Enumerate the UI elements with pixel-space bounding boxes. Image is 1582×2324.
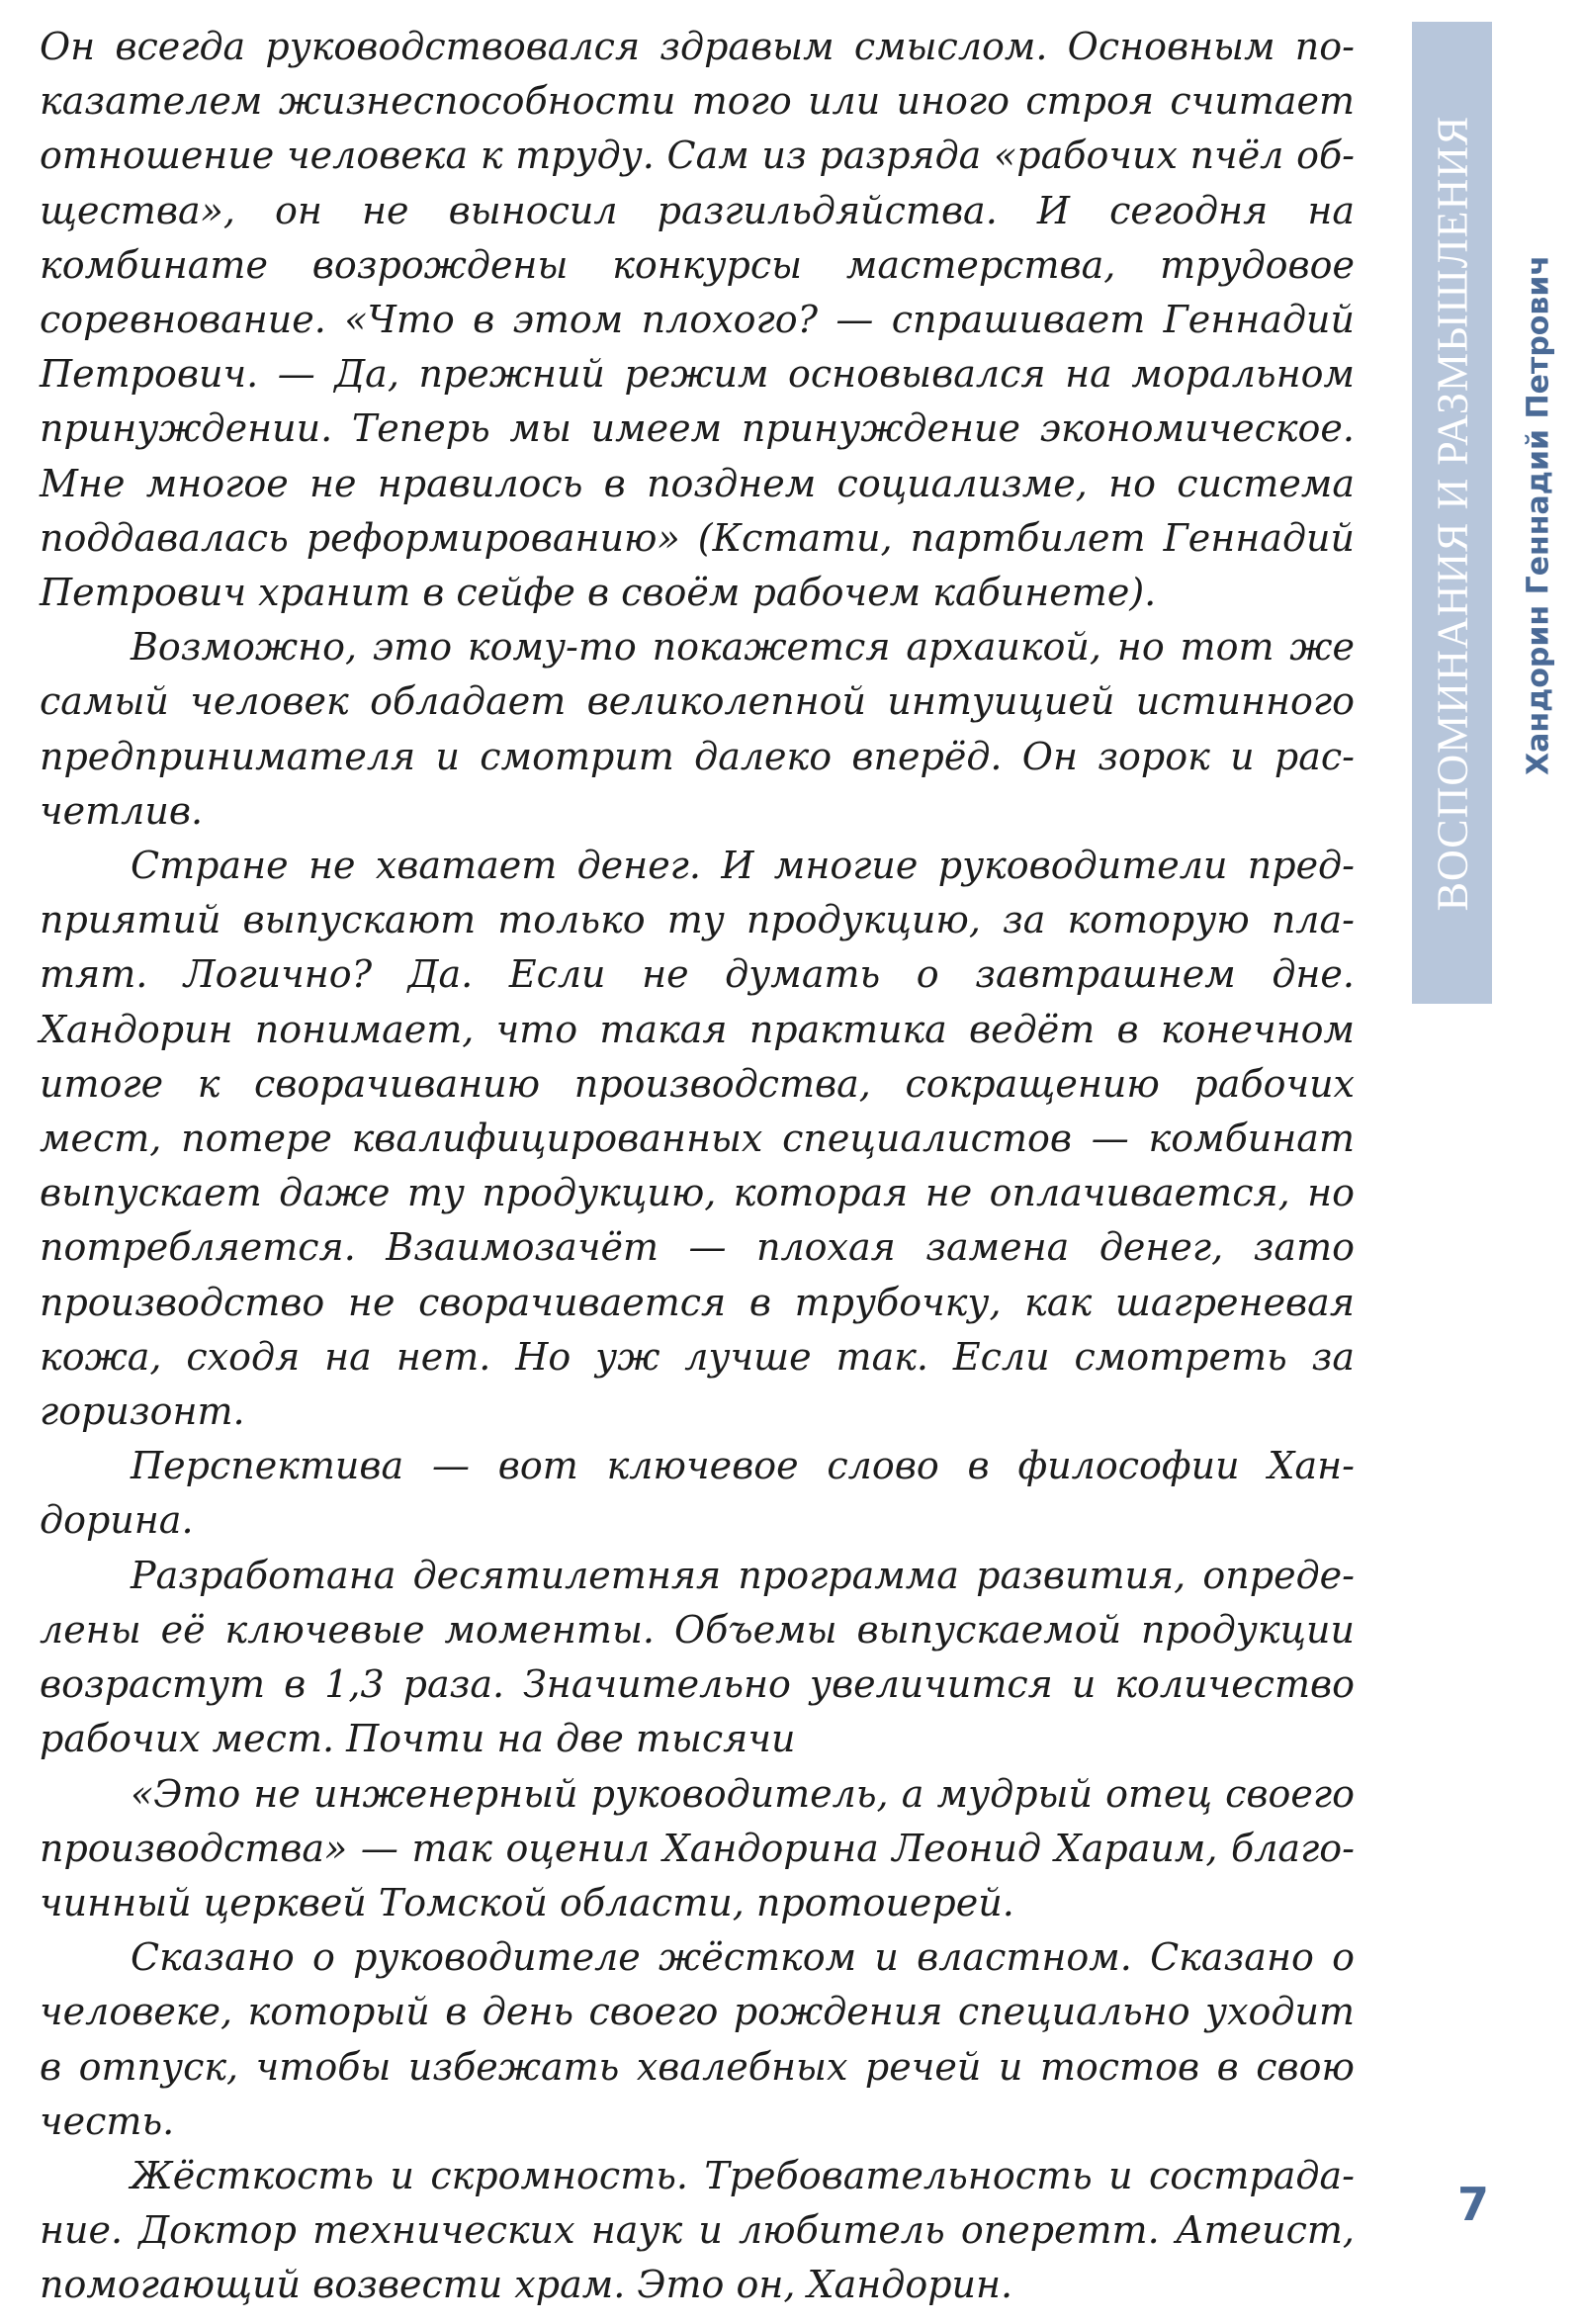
paragraph-4: Перспектива — вот ключевое слово в философии Хандорина. <box>40 1444 1355 1543</box>
paragraph-7: Сказано о руководителе жёстком и властном. Сказано о человеке, который в день своего рождения специально уходит в отпуск, чтобы избежать хвалебных речей и тостов в свою честь. <box>40 1935 1355 2143</box>
paragraph-6: «Это не инженерный руководитель, а мудрый отец своего производства» — так оценил Хандорина Леонид Хараим, благочинный церквей Томской области, протоиерей. <box>40 1771 1355 1924</box>
paragraph-3: Стране не хватает денег. И многие руководители предприятий выпускают только ту продукцию, за которую платят. Логично? Да. Если не думать о завтрашнем дне. Хандорин понимает, что такая практика ведёт в конечном итоге к сворачиванию производства, сокращению рабочих мест, потере квалифицированных специалистов — комбинат выпускает даже ту продукцию, которая не оплачивается, но потребляется. Взаимозачёт — плохая замена денег, зато производство не сворачивается в трубочку, как шагреневая кожа, сходя на нет. Но уж лучше так. Если смотреть за горизонт. <box>40 844 1355 1434</box>
page-number: 7 <box>1456 2178 1489 2231</box>
paragraph-1: Он всегда руководствовался здравым смыслом. Основным показателем жизнеспособности того или иного строя считает отношение человека к труду. Сам из разряда «рабочих пчёл общества», он не выносил разгильдяйства. И сегодня на комбинате возрождены конкурсы мастерства, трудовое соревнование. «Что в этом плохого? — спрашивает Геннадий Петрович. — Да, прежний режим основывался на моральном принуждении. Теперь мы имеем принуждение экономическое. Мне многое не нравилось в позднем социализме, но система поддавалась реформированию» (Кстати, партбилет Геннадий Петрович хранит в сейфе в своём рабочем кабинете). <box>40 25 1355 615</box>
author-name: Хандорин Геннадий Петрович <box>1521 254 1556 775</box>
section-title-band <box>1412 22 1492 1004</box>
body-text <box>40 20 1355 2313</box>
paragraph-8: Жёсткость и скромность. Требовательность и сострадание. Доктор технических наук и любитель оперетт. Атеист, помогающий возвести храм. Это он, Хандорин. <box>40 2153 1355 2307</box>
running-author-header <box>1514 225 1563 804</box>
paragraph-2: Возможно, это кому-то покажется архаикой, но тот же самый человек обладает великолепной интуицией истинного предпринимателя и смотрит далеко вперёд. Он зорок и расчетлив. <box>40 625 1355 833</box>
section-title: ВОСПОМИНАНИЯ И РАЗМЫШЛЕНИЯ <box>1428 115 1476 911</box>
paragraph-5: Разработана десятилетняя программа развития, определены её ключевые моменты. Объемы выпускаемой продукции возрастут в 1,3 раза. Значительно увеличится и количество рабочих мест. Почти на две тысячи <box>40 1553 1355 1761</box>
